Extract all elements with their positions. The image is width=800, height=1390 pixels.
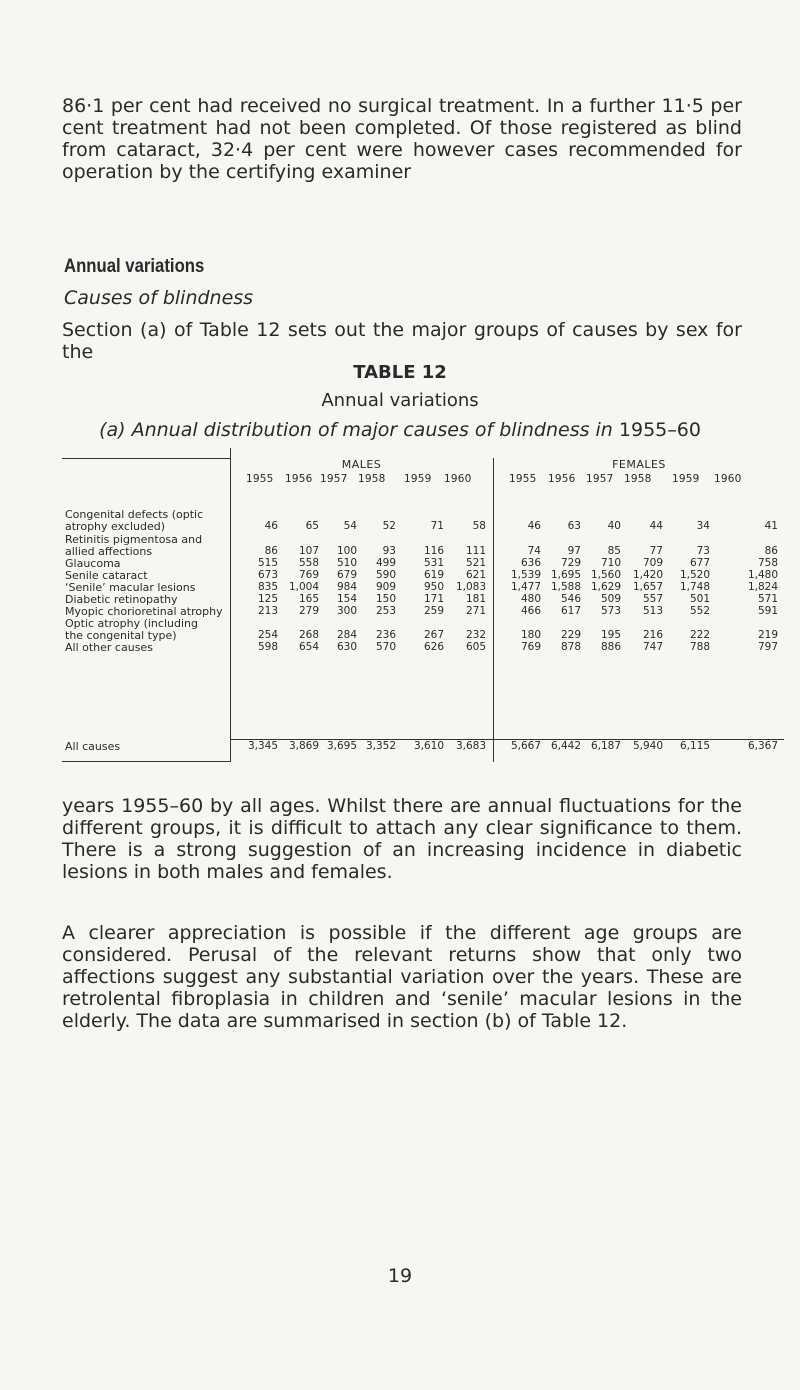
female-value-cell: 571 [757,593,778,605]
male-value-cell: 259 [423,605,444,617]
male-value-cell: 254 [257,629,278,641]
female-value-cell: 216 [642,629,663,641]
intro-paragraph: 86·1 per cent had received no surgical treatment. In a further 11·5 per cent treatment had not been completed. Of those registered as blind from cataract, 32·4 per cent were however cases recommended for operation by the certifying examiner [62,95,742,183]
male-value-cell: 284 [336,629,357,641]
female-value-cell: 34 [696,520,710,532]
row-label: All other causes [65,641,153,654]
female-value-cell: 710 [600,557,621,569]
body-paragraph-1: years 1955–60 by all ages. Whilst there are annual fluctuations for the different groups, it is difficult to attach any clear significance to them. There is a strong suggestion of an increasing incidence in diabetic lesions in both males and females. [62,795,742,883]
male-value-cell: 558 [298,557,319,569]
female-value-cell: 44 [649,520,663,532]
male-value-cell: 835 [257,581,278,593]
males-header: MALES [341,458,382,471]
row-label: Congenital defects (optic [65,508,204,521]
male-value-cell: 598 [257,641,278,653]
table-sum-rule-females [494,739,784,740]
female-value-cell: 747 [642,641,663,653]
male-value-cell: 54 [343,520,357,532]
male-value-cell: 236 [375,629,396,641]
female-value-cell: 677 [689,557,710,569]
female-value-cell: 229 [560,629,581,641]
female-year-header: 1958 [624,473,652,485]
male-value-cell: 769 [298,569,319,581]
female-value-cell: 1,560 [590,569,621,581]
male-value-cell: 86 [264,545,278,557]
female-value-cell: 86 [764,545,778,557]
male-value-cell: 619 [423,569,444,581]
male-value-cell: 621 [465,569,486,581]
female-value-cell: 40 [607,520,621,532]
male-value-cell: 300 [336,605,357,617]
row-label: Senile cataract [65,569,148,582]
male-value-cell: 1,004 [288,581,319,593]
female-value-cell: 1,539 [510,569,541,581]
section-heading: Annual variations [64,256,205,277]
row-label: atrophy excluded) [65,520,166,533]
female-value-cell: 219 [757,629,778,641]
male-value-cell: 52 [382,520,396,532]
male-total-cell: 3,695 [326,740,357,752]
female-value-cell: 617 [560,605,581,617]
female-value-cell: 788 [689,641,710,653]
male-value-cell: 165 [298,593,319,605]
female-value-cell: 501 [689,593,710,605]
female-value-cell: 1,629 [590,581,621,593]
male-year-header: 1960 [444,473,472,485]
female-total-cell: 6,442 [550,740,581,752]
female-value-cell: 591 [757,605,778,617]
female-value-cell: 513 [642,605,663,617]
table-sum-rule-males [230,739,493,740]
female-total-cell: 5,940 [632,740,663,752]
male-value-cell: 673 [257,569,278,581]
male-year-header: 1957 [320,473,348,485]
female-value-cell: 878 [560,641,581,653]
male-value-cell: 605 [465,641,486,653]
female-value-cell: 552 [689,605,710,617]
male-value-cell: 213 [257,605,278,617]
table-intro-paragraph: Section (a) of Table 12 sets out the major groups of causes by sex for the [62,319,742,363]
female-value-cell: 769 [520,641,541,653]
female-value-cell: 74 [527,545,541,557]
male-value-cell: 150 [375,593,396,605]
male-value-cell: 232 [465,629,486,641]
male-value-cell: 116 [423,545,444,557]
male-year-header: 1958 [358,473,386,485]
male-year-header: 1959 [404,473,432,485]
male-value-cell: 271 [465,605,486,617]
male-year-header: 1955 [246,473,274,485]
female-year-header: 1959 [672,473,700,485]
row-label: ‘Senile’ macular lesions [65,581,196,594]
row-label: Myopic chorioretinal atrophy [65,605,223,618]
female-value-cell: 85 [607,545,621,557]
row-label: Diabetic retinopathy [65,593,178,606]
male-value-cell: 510 [336,557,357,569]
male-total-cell: 3,345 [247,740,278,752]
male-value-cell: 93 [382,545,396,557]
male-value-cell: 679 [336,569,357,581]
female-value-cell: 557 [642,593,663,605]
table-bottom-rule [62,761,230,762]
row-label: the congenital type) [65,629,177,642]
female-total-cell: 6,187 [590,740,621,752]
male-value-cell: 499 [375,557,396,569]
female-value-cell: 573 [600,605,621,617]
male-value-cell: 1,083 [455,581,486,593]
female-value-cell: 1,695 [550,569,581,581]
female-value-cell: 63 [567,520,581,532]
row-label: Glaucoma [65,557,121,570]
body-paragraph-2: A clearer appreciation is possible if the different age groups are considered. Perusal of the relevant returns show that only two affections suggest any substantial variation over the years. These are retrolental fibroplasia in children and ‘senile’ macular lesions in the elderly. The data are summarised in section (b) of Table 12. [62,922,742,1032]
male-total-cell: 3,869 [288,740,319,752]
female-value-cell: 709 [642,557,663,569]
male-value-cell: 626 [423,641,444,653]
female-value-cell: 546 [560,593,581,605]
male-value-cell: 909 [375,581,396,593]
female-value-cell: 886 [600,641,621,653]
male-value-cell: 984 [336,581,357,593]
female-value-cell: 1,657 [632,581,663,593]
male-value-cell: 268 [298,629,319,641]
females-header: FEMALES [612,458,666,471]
female-value-cell: 1,824 [747,581,778,593]
male-value-cell: 279 [298,605,319,617]
table-top-rule-left [62,458,230,459]
female-value-cell: 758 [757,557,778,569]
female-value-cell: 509 [600,593,621,605]
male-total-cell: 3,352 [365,740,396,752]
female-year-header: 1955 [509,473,537,485]
female-value-cell: 636 [520,557,541,569]
male-value-cell: 181 [465,593,486,605]
male-value-cell: 100 [336,545,357,557]
female-value-cell: 1,588 [550,581,581,593]
male-value-cell: 46 [264,520,278,532]
male-value-cell: 125 [257,593,278,605]
table-divider-mid [493,458,494,762]
male-value-cell: 267 [423,629,444,641]
female-value-cell: 797 [757,641,778,653]
male-value-cell: 590 [375,569,396,581]
row-label: Optic atrophy (including [65,617,198,630]
female-value-cell: 466 [520,605,541,617]
female-year-header: 1956 [548,473,576,485]
female-value-cell: 73 [696,545,710,557]
female-value-cell: 1,477 [510,581,541,593]
total-row-label: All causes [65,740,121,753]
female-value-cell: 729 [560,557,581,569]
table-subtitle: Annual variations [321,390,479,411]
female-total-cell: 6,367 [747,740,778,752]
table-caption-years: 1955–60 [618,419,701,441]
table-caption-text: (a) Annual distribution of major causes of blindness in [99,419,613,441]
male-value-cell: 154 [336,593,357,605]
male-value-cell: 65 [305,520,319,532]
male-value-cell: 654 [298,641,319,653]
male-value-cell: 58 [472,520,486,532]
male-total-cell: 3,610 [413,740,444,752]
female-total-cell: 6,115 [679,740,710,752]
female-value-cell: 1,480 [747,569,778,581]
page-number: 19 [387,1265,413,1287]
male-year-header: 1956 [285,473,313,485]
table-divider-left [230,448,231,762]
male-value-cell: 171 [423,593,444,605]
male-total-cell: 3,683 [455,740,486,752]
male-value-cell: 531 [423,557,444,569]
table-title: TABLE 12 [353,362,447,383]
table-caption [0,419,800,441]
male-value-cell: 950 [423,581,444,593]
female-year-header: 1960 [714,473,742,485]
female-value-cell: 1,520 [679,569,710,581]
female-value-cell: 46 [527,520,541,532]
female-value-cell: 222 [689,629,710,641]
row-label: allied affections [65,545,153,558]
female-year-header: 1957 [586,473,614,485]
female-value-cell: 77 [649,545,663,557]
female-value-cell: 41 [764,520,778,532]
male-value-cell: 515 [257,557,278,569]
subsection-heading: Causes of blindness [64,287,254,309]
female-total-cell: 5,667 [510,740,541,752]
male-value-cell: 71 [430,520,444,532]
male-value-cell: 253 [375,605,396,617]
female-value-cell: 1,420 [632,569,663,581]
male-value-cell: 111 [465,545,486,557]
female-value-cell: 97 [567,545,581,557]
female-value-cell: 195 [600,629,621,641]
male-value-cell: 521 [465,557,486,569]
male-value-cell: 570 [375,641,396,653]
row-label: Retinitis pigmentosa and [65,533,203,546]
female-value-cell: 180 [520,629,541,641]
male-value-cell: 107 [298,545,319,557]
female-value-cell: 1,748 [679,581,710,593]
male-value-cell: 630 [336,641,357,653]
female-value-cell: 480 [520,593,541,605]
